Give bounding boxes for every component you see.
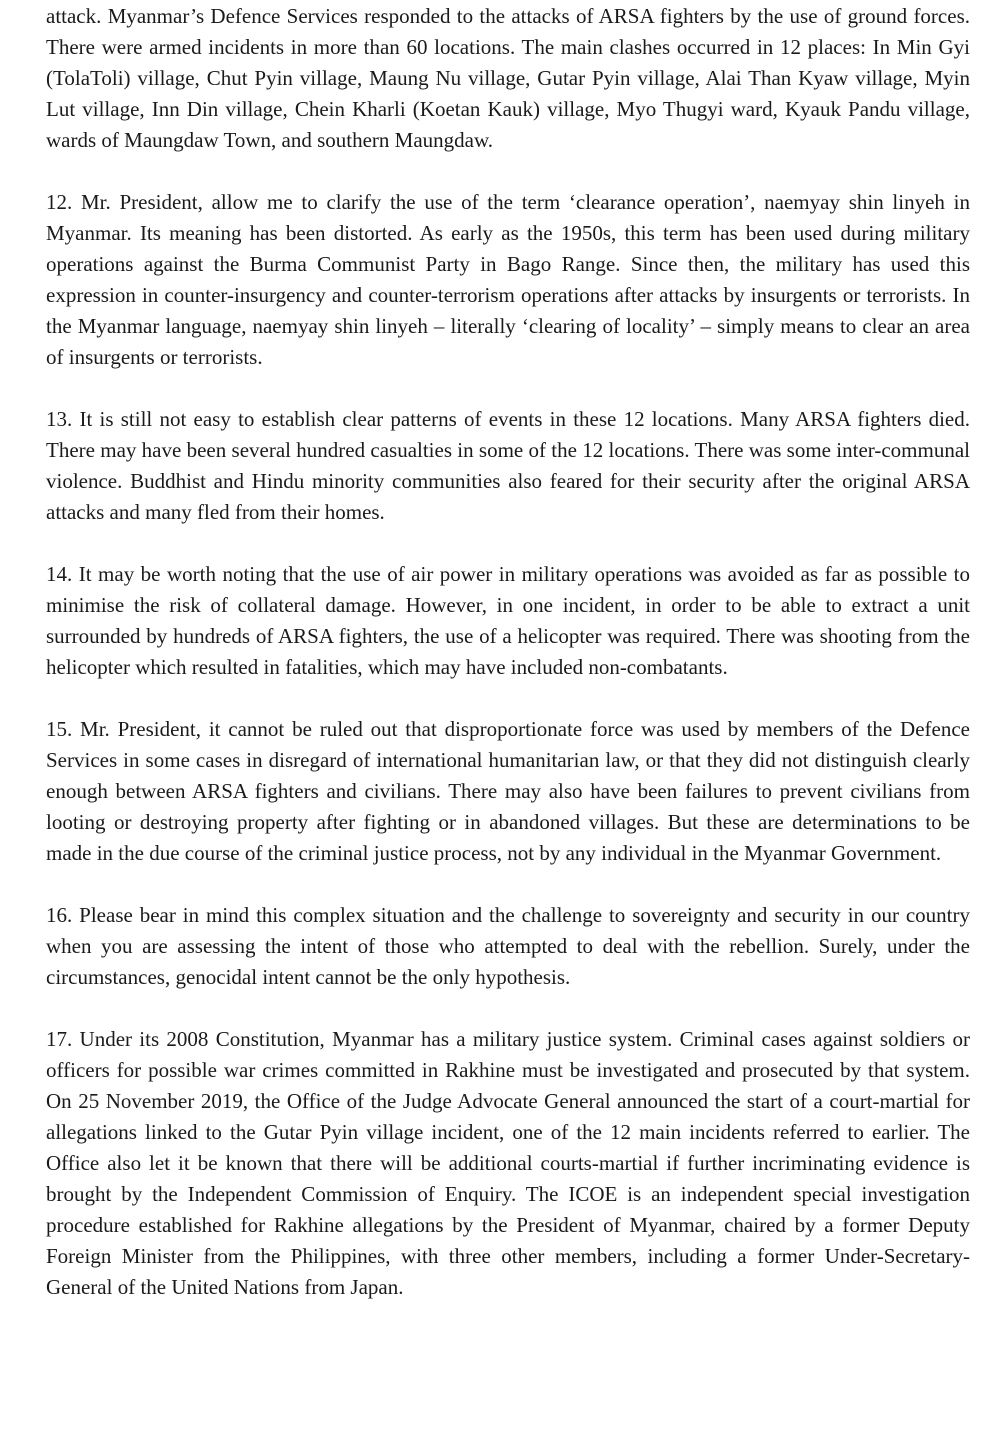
paragraph-13: 13. It is still not easy to establish clear patterns of events in these 12 locations. Many ARSA fighters died. There may have been several hundred casualties in some of the 12 locations. There was some inter-communal violence. Buddhist and Hindu minority communities also feared for their security after the original ARSA attacks and many fled from their homes. [46, 407, 970, 524]
paragraph-17: 17. Under its 2008 Constitution, Myanmar has a military justice system. Criminal cases against soldiers or officers for possible war crimes committed in Rakhine must be investigated and prosecuted by that system. On 25 November 2019, the Office of the Judge Advocate General announced the start of a court-martial for allegations linked to the Gutar Pyin village incident, one of the 12 main incidents referred to earlier. The Office also let it be known that there will be additional courts-martial if further incriminating evidence is brought by the Independent Commission of Enquiry. The ICOE is an independent special investigation procedure established for Rakhine allegations by the President of Myanmar, chaired by a former Deputy Foreign Minister from the Philippines, with three other members, including a former Under-Secretary-General of the United Nations from Japan. [46, 1027, 970, 1299]
document-page [46, 0, 970, 1334]
paragraph-12: 12. Mr. President, allow me to clarify the use of the term ‘clearance operation’, naemyay shin linyeh in Myanmar. Its meaning has been distorted. As early as the 1950s, this term has been used during military operations against the Burma Communist Party in Bago Range. Since then, the military has used this expression in counter-insurgency and counter-terrorism operations after attacks by insurgents or terrorists. In the Myanmar language, naemyay shin linyeh – literally ‘clearing of locality’ – simply means to clear an area of insurgents or terrorists. [46, 190, 970, 369]
paragraph-16: 16. Please bear in mind this complex situation and the challenge to sovereignty and security in our country when you are assessing the intent of those who attempted to deal with the rebellion. Surely, under the circumstances, genocidal intent cannot be the only hypothesis. [46, 903, 970, 989]
paragraph-continuation: attack. Myanmar’s Defence Services responded to the attacks of ARSA fighters by the use of ground forces. There were armed incidents in more than 60 locations. The main clashes occurred in 12 places: In Min Gyi (TolaToli) village, Chut Pyin village, Maung Nu village, Gutar Pyin village, Alai Than Kyaw village, Myin Lut village, Inn Din village, Chein Kharli (Koetan Kauk) village, Myo Thugyi ward, Kyauk Pandu village, wards of Maungdaw Town, and southern Maungdaw. [46, 4, 970, 152]
paragraph-15: 15. Mr. President, it cannot be ruled out that disproportionate force was used by members of the Defence Services in some cases in disregard of international humanitarian law, or that they did not distinguish clearly enough between ARSA fighters and civilians. There may also have been failures to prevent civilians from looting or destroying property after fighting or in abandoned villages. But these are determinations to be made in the due course of the criminal justice process, not by any individual in the Myanmar Government. [46, 717, 970, 865]
paragraph-14: 14. It may be worth noting that the use of air power in military operations was avoided as far as possible to minimise the risk of collateral damage. However, in one incident, in order to be able to extract a unit surrounded by hundreds of ARSA fighters, the use of a helicopter was required. There was shooting from the helicopter which resulted in fatalities, which may have included non-combatants. [46, 562, 970, 679]
